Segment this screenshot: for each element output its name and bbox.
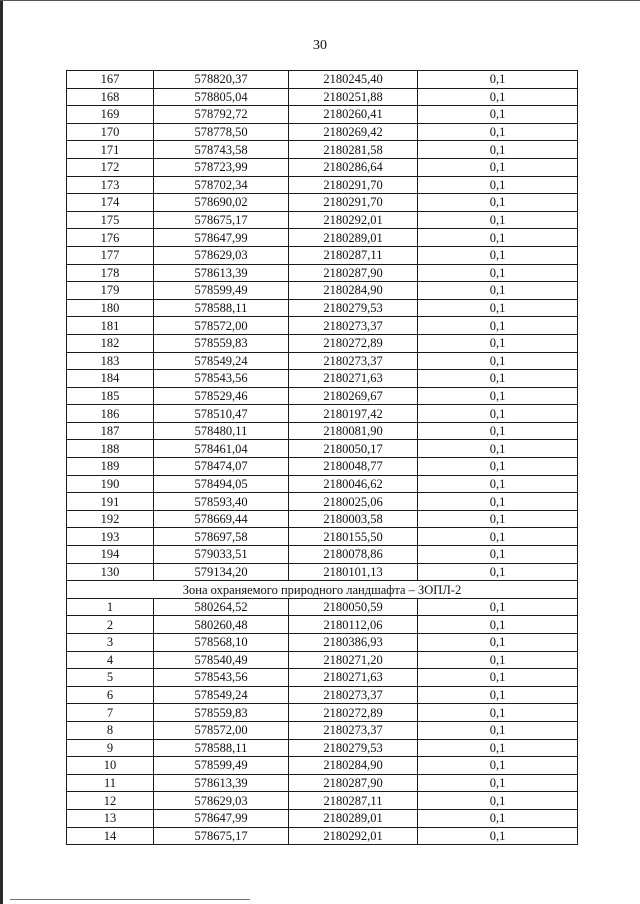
x-coordinate-cell: 578599,49 [154,757,289,775]
x-coordinate-cell: 578792,72 [154,106,289,124]
accuracy-cell: 0,1 [418,158,578,176]
accuracy-cell: 0,1 [418,106,578,124]
x-coordinate-cell: 578593,40 [154,493,289,511]
point-number-cell: 170 [67,123,154,141]
point-number-cell: 11 [67,774,154,792]
point-number-cell: 189 [67,458,154,476]
y-coordinate-cell: 2180292,01 [289,827,418,845]
accuracy-cell: 0,1 [418,352,578,370]
accuracy-cell: 0,1 [418,440,578,458]
point-number-cell: 8 [67,721,154,739]
point-number-cell: 191 [67,493,154,511]
x-coordinate-cell: 578613,39 [154,264,289,282]
y-coordinate-cell: 2180289,01 [289,229,418,247]
x-coordinate-cell: 578572,00 [154,317,289,335]
point-number-cell: 188 [67,440,154,458]
x-coordinate-cell: 578805,04 [154,88,289,106]
table-row [67,458,578,476]
table-row [67,317,578,335]
y-coordinate-cell: 2180155,50 [289,528,418,546]
point-number-cell: 192 [67,510,154,528]
y-coordinate-cell: 2180273,37 [289,686,418,704]
y-coordinate-cell: 2180386,93 [289,634,418,652]
point-number-cell: 12 [67,792,154,810]
table-row [67,563,578,581]
x-coordinate-cell: 578572,00 [154,721,289,739]
accuracy-cell: 0,1 [418,387,578,405]
table-row [67,352,578,370]
section-title: Зона охраняемого природного ландшафта – ЗОПЛ-2 [67,581,578,599]
accuracy-cell: 0,1 [418,264,578,282]
table-row [67,264,578,282]
x-coordinate-cell: 578588,11 [154,299,289,317]
x-coordinate-cell: 578669,44 [154,510,289,528]
accuracy-cell: 0,1 [418,475,578,493]
point-number-cell: 184 [67,370,154,388]
y-coordinate-cell: 2180273,37 [289,352,418,370]
accuracy-cell: 0,1 [418,651,578,669]
x-coordinate-cell: 578559,83 [154,704,289,722]
accuracy-cell: 0,1 [418,598,578,616]
x-coordinate-cell: 578474,07 [154,458,289,476]
table-row [67,211,578,229]
y-coordinate-cell: 2180078,86 [289,546,418,564]
accuracy-cell: 0,1 [418,809,578,827]
y-coordinate-cell: 2180273,37 [289,721,418,739]
y-coordinate-cell: 2180050,17 [289,440,418,458]
y-coordinate-cell: 2180269,42 [289,123,418,141]
point-number-cell: 193 [67,528,154,546]
y-coordinate-cell: 2180289,01 [289,809,418,827]
x-coordinate-cell: 580264,52 [154,598,289,616]
table-row [67,158,578,176]
x-coordinate-cell: 578647,99 [154,809,289,827]
accuracy-cell: 0,1 [418,563,578,581]
x-coordinate-cell: 578549,24 [154,686,289,704]
table-row [67,792,578,810]
table-row [67,106,578,124]
x-coordinate-cell: 578820,37 [154,71,289,89]
x-coordinate-cell: 578778,50 [154,123,289,141]
x-coordinate-cell: 578723,99 [154,158,289,176]
table-row [67,669,578,687]
table-row [67,686,578,704]
y-coordinate-cell: 2180269,67 [289,387,418,405]
accuracy-cell: 0,1 [418,211,578,229]
table-row [67,440,578,458]
table-row [67,141,578,159]
point-number-cell: 167 [67,71,154,89]
accuracy-cell: 0,1 [418,510,578,528]
x-coordinate-cell: 578568,10 [154,634,289,652]
y-coordinate-cell: 2180291,70 [289,176,418,194]
x-coordinate-cell: 578461,04 [154,440,289,458]
y-coordinate-cell: 2180284,90 [289,757,418,775]
accuracy-cell: 0,1 [418,176,578,194]
accuracy-cell: 0,1 [418,370,578,388]
y-coordinate-cell: 2180251,88 [289,88,418,106]
x-coordinate-cell: 578494,05 [154,475,289,493]
y-coordinate-cell: 2180272,89 [289,334,418,352]
point-number-cell: 194 [67,546,154,564]
y-coordinate-cell: 2180284,90 [289,282,418,300]
table-row [67,809,578,827]
point-number-cell: 14 [67,827,154,845]
point-number-cell: 9 [67,739,154,757]
y-coordinate-cell: 2180273,37 [289,317,418,335]
point-number-cell: 181 [67,317,154,335]
accuracy-cell: 0,1 [418,405,578,423]
table-row [67,757,578,775]
table-row [67,475,578,493]
point-number-cell: 179 [67,282,154,300]
y-coordinate-cell: 2180279,53 [289,299,418,317]
table-body-part2 [67,598,578,844]
point-number-cell: 174 [67,194,154,212]
bottom-rule [10,899,250,900]
table-row [67,774,578,792]
accuracy-cell: 0,1 [418,792,578,810]
accuracy-cell: 0,1 [418,634,578,652]
point-number-cell: 186 [67,405,154,423]
table-row [67,704,578,722]
y-coordinate-cell: 2180050,59 [289,598,418,616]
point-number-cell: 172 [67,158,154,176]
table-row [67,721,578,739]
y-coordinate-cell: 2180291,70 [289,194,418,212]
y-coordinate-cell: 2180271,20 [289,651,418,669]
table-row [67,88,578,106]
point-number-cell: 10 [67,757,154,775]
x-coordinate-cell: 579033,51 [154,546,289,564]
x-coordinate-cell: 578690,02 [154,194,289,212]
accuracy-cell: 0,1 [418,141,578,159]
point-number-cell: 185 [67,387,154,405]
scan-edge-top [0,0,640,1]
table-row [67,739,578,757]
accuracy-cell: 0,1 [418,194,578,212]
table-row [67,299,578,317]
accuracy-cell: 0,1 [418,827,578,845]
accuracy-cell: 0,1 [418,757,578,775]
table-row [67,123,578,141]
accuracy-cell: 0,1 [418,739,578,757]
accuracy-cell: 0,1 [418,704,578,722]
y-coordinate-cell: 2180292,01 [289,211,418,229]
point-number-cell: 177 [67,246,154,264]
accuracy-cell: 0,1 [418,282,578,300]
y-coordinate-cell: 2180287,90 [289,264,418,282]
accuracy-cell: 0,1 [418,616,578,634]
coordinates-table [66,70,578,845]
point-number-cell: 169 [67,106,154,124]
point-number-cell: 176 [67,229,154,247]
table-row [67,246,578,264]
accuracy-cell: 0,1 [418,774,578,792]
point-number-cell: 187 [67,422,154,440]
accuracy-cell: 0,1 [418,493,578,511]
table-row [67,282,578,300]
table-row [67,370,578,388]
y-coordinate-cell: 2180112,06 [289,616,418,634]
y-coordinate-cell: 2180245,40 [289,71,418,89]
y-coordinate-cell: 2180081,90 [289,422,418,440]
x-coordinate-cell: 578629,03 [154,246,289,264]
point-number-cell: 190 [67,475,154,493]
point-number-cell: 183 [67,352,154,370]
table-row [67,528,578,546]
table-row [67,176,578,194]
table-row [67,387,578,405]
x-coordinate-cell: 578543,56 [154,370,289,388]
point-number-cell: 7 [67,704,154,722]
y-coordinate-cell: 2180197,42 [289,405,418,423]
x-coordinate-cell: 578743,58 [154,141,289,159]
accuracy-cell: 0,1 [418,458,578,476]
page-number: 30 [313,38,327,53]
scan-edge-left [0,0,3,904]
y-coordinate-cell: 2180287,90 [289,774,418,792]
point-number-cell: 5 [67,669,154,687]
point-number-cell: 6 [67,686,154,704]
point-number-cell: 178 [67,264,154,282]
y-coordinate-cell: 2180279,53 [289,739,418,757]
x-coordinate-cell: 578529,46 [154,387,289,405]
table-row [67,405,578,423]
y-coordinate-cell: 2180046,62 [289,475,418,493]
table-row [67,334,578,352]
accuracy-cell: 0,1 [418,229,578,247]
accuracy-cell: 0,1 [418,669,578,687]
point-number-cell: 168 [67,88,154,106]
table-row [67,422,578,440]
x-coordinate-cell: 578559,83 [154,334,289,352]
table-row [67,827,578,845]
accuracy-cell: 0,1 [418,546,578,564]
accuracy-cell: 0,1 [418,422,578,440]
x-coordinate-cell: 578675,17 [154,827,289,845]
y-coordinate-cell: 2180286,64 [289,158,418,176]
table-row [67,229,578,247]
accuracy-cell: 0,1 [418,721,578,739]
y-coordinate-cell: 2180025,06 [289,493,418,511]
table-row [67,616,578,634]
y-coordinate-cell: 2180003,58 [289,510,418,528]
x-coordinate-cell: 578480,11 [154,422,289,440]
y-coordinate-cell: 2180281,58 [289,141,418,159]
x-coordinate-cell: 578599,49 [154,282,289,300]
point-number-cell: 1 [67,598,154,616]
accuracy-cell: 0,1 [418,88,578,106]
y-coordinate-cell: 2180260,41 [289,106,418,124]
x-coordinate-cell: 578675,17 [154,211,289,229]
accuracy-cell: 0,1 [418,71,578,89]
section-row [67,581,578,599]
table-row [67,493,578,511]
accuracy-cell: 0,1 [418,686,578,704]
y-coordinate-cell: 2180272,89 [289,704,418,722]
point-number-cell: 3 [67,634,154,652]
point-number-cell: 180 [67,299,154,317]
table-row [67,194,578,212]
y-coordinate-cell: 2180048,77 [289,458,418,476]
x-coordinate-cell: 578510,47 [154,405,289,423]
table-row [67,634,578,652]
table-row [67,598,578,616]
point-number-cell: 13 [67,809,154,827]
x-coordinate-cell: 578549,24 [154,352,289,370]
accuracy-cell: 0,1 [418,123,578,141]
point-number-cell: 173 [67,176,154,194]
x-coordinate-cell: 578543,56 [154,669,289,687]
y-coordinate-cell: 2180101,13 [289,563,418,581]
table-row [67,546,578,564]
table-section-header [67,581,578,599]
point-number-cell: 171 [67,141,154,159]
y-coordinate-cell: 2180271,63 [289,370,418,388]
y-coordinate-cell: 2180271,63 [289,669,418,687]
x-coordinate-cell: 578702,34 [154,176,289,194]
point-number-cell: 175 [67,211,154,229]
x-coordinate-cell: 580260,48 [154,616,289,634]
x-coordinate-cell: 578697,58 [154,528,289,546]
accuracy-cell: 0,1 [418,299,578,317]
table-row [67,651,578,669]
point-number-cell: 2 [67,616,154,634]
point-number-cell: 130 [67,563,154,581]
table-row [67,510,578,528]
x-coordinate-cell: 578540,49 [154,651,289,669]
accuracy-cell: 0,1 [418,334,578,352]
x-coordinate-cell: 578647,99 [154,229,289,247]
accuracy-cell: 0,1 [418,246,578,264]
x-coordinate-cell: 578613,39 [154,774,289,792]
y-coordinate-cell: 2180287,11 [289,792,418,810]
point-number-cell: 4 [67,651,154,669]
point-number-cell: 182 [67,334,154,352]
x-coordinate-cell: 578629,03 [154,792,289,810]
table-row [67,71,578,89]
table-body-part1 [67,71,578,581]
accuracy-cell: 0,1 [418,317,578,335]
x-coordinate-cell: 578588,11 [154,739,289,757]
accuracy-cell: 0,1 [418,528,578,546]
x-coordinate-cell: 579134,20 [154,563,289,581]
y-coordinate-cell: 2180287,11 [289,246,418,264]
